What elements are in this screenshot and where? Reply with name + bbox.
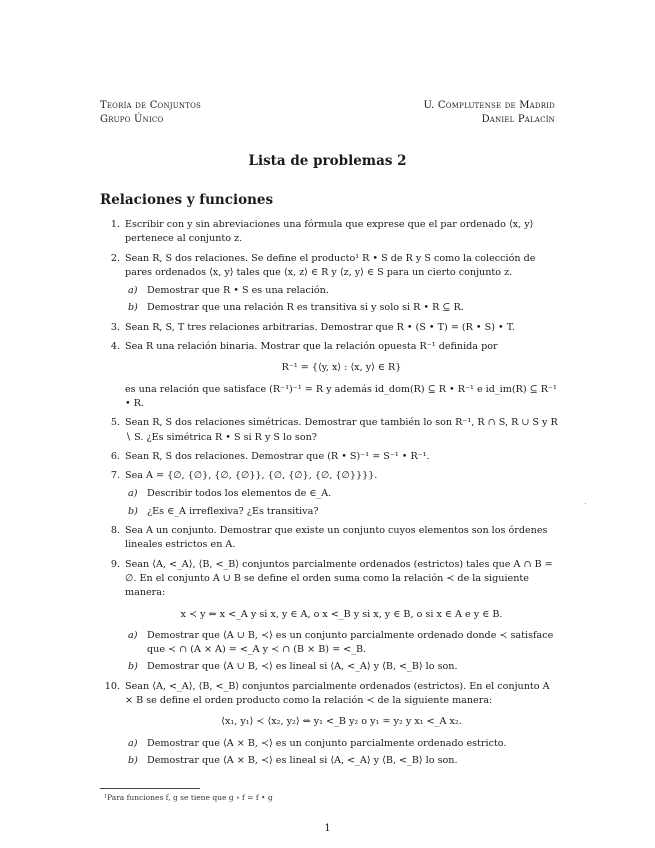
course-name: Teoría de Conjuntos: [100, 100, 202, 111]
problem-text: Sean R, S dos relaciones simétricas. Demostrar que también lo son R⁻¹, R ∩ S, R ∪ S y R ∖ S. ¿Es simétrica R • S si R y S lo son?: [125, 417, 558, 443]
problem-6: [100, 450, 558, 464]
problem-number: 1.: [110, 219, 120, 230]
subproblem-b: [125, 301, 558, 315]
problem-number: 7.: [110, 470, 120, 482]
university-name: U. Complutense de Madrid: [423, 100, 555, 111]
problem-7: [100, 469, 558, 519]
problem-10: [100, 680, 558, 768]
subproblem-label: b): [128, 754, 138, 766]
subproblem-text: Demostrar que ⟨A ∪ B, ≺⟩ es lineal si ⟨A, <_A⟩ y ⟨B, <_B⟩ lo son.: [147, 661, 458, 673]
subproblem-text: ¿Es ∈_A irreflexiva? ¿Es transitiva?: [147, 505, 319, 517]
display-formula: R⁻¹ = {⟨y, x⟩ : ⟨x, y⟩ ∈ R}: [281, 362, 402, 374]
problem-9: [100, 558, 558, 675]
problem-number: 5.: [110, 417, 120, 429]
subproblem-text: Demostrar que ⟨A ∪ B, ≺⟩ es un conjunto parcialmente ordenado donde ≺ satisface que ≺ ∩ (A × A) = <_A y ≺ ∩ (B × B) = <_B.: [147, 629, 554, 656]
problem-number: 2.: [110, 252, 120, 264]
problem-text: Sean ⟨A, <_A⟩, ⟨B, <_B⟩ conjuntos parcialmente ordenados (estrictos) tales que A ∩ B = ∅. En el conjunto A ∪ B se define el orden suma como la relación ≺ de la siguiente manera:: [125, 558, 553, 599]
problem-text-continued: es una relación que satisface (R⁻¹)⁻¹ = R y además id_dom(R) ⊆ R • R⁻¹ e id_im(R) ⊆ R⁻¹ • R.: [125, 383, 557, 409]
subproblem-label: b): [128, 302, 138, 314]
footnote-rule: [100, 788, 200, 789]
problem-1: [100, 218, 558, 247]
page-number: 1: [324, 823, 331, 834]
problem-text: Sean R, S dos relaciones. Demostrar que (R • S)⁻¹ = S⁻¹ • R⁻¹.: [125, 450, 430, 462]
subproblem-b: [125, 754, 558, 768]
subproblem-b: [125, 505, 558, 519]
display-formula: ⟨x₁, y₁⟩ ≺ ⟨x₂, y₂⟩ ⇔ y₁ <_B y₂ o y₁ = y₂ y x₁ <_A x₂.: [221, 716, 462, 728]
scan-speck: [585, 503, 586, 504]
subproblem-label: b): [128, 661, 138, 673]
problem-text: Sea A un conjunto. Demostrar que existe un conjunto cuyos elementos son los órdenes lineales estrictos en A.: [125, 525, 548, 551]
page-title: Lista de problemas 2: [248, 153, 407, 169]
subproblem-text: Demostrar que una relación R es transitiva si y solo si R • R ⊆ R.: [147, 302, 464, 314]
problem-text: Sean R, S, T tres relaciones arbitrarias. Demostrar que R • (S • T) = (R • S) • T.: [125, 321, 515, 333]
subproblem-b: [125, 660, 558, 674]
subproblem-a: [125, 629, 558, 658]
subproblem-text: Describir todos los elementos de ∈_A.: [147, 488, 332, 500]
problem-number: 6.: [110, 450, 120, 462]
display-formula: x ≺ y ⇔ x <_A y si x, y ∈ A, o x <_B y si x, y ∈ B, o si x ∈ A e y ∈ B.: [180, 608, 503, 620]
footnote: ¹Para funciones f, g se tiene que g ∘ f = f • g: [104, 793, 273, 802]
subproblem-a: [125, 487, 558, 501]
subproblem-a: [125, 284, 558, 298]
problem-text: Sea R una relación binaria. Mostrar que la relación opuesta R⁻¹ definida por: [125, 341, 498, 353]
subproblem-text: Demostrar que R • S es una relación.: [147, 285, 329, 297]
problem-4: [100, 340, 558, 411]
subproblem-label: a): [128, 737, 138, 749]
subproblem-label: b): [128, 505, 138, 517]
problem-3: [100, 321, 558, 335]
subproblem-label: a): [128, 488, 138, 500]
header-right: [423, 99, 555, 127]
problem-number: 10.: [104, 680, 120, 692]
problem-number: 4.: [110, 341, 120, 353]
problem-text: Sean R, S dos relaciones. Se define el producto¹ R • S de R y S como la colección de pares ordenados ⟨x, y⟩ tales que ⟨x, z⟩ ∈ R y ⟨z, y⟩ ∈ S para un cierto conjunto z.: [125, 252, 536, 278]
subproblem-text: Demostrar que ⟨A × B, ≺⟩ es un conjunto parcialmente ordenado estricto.: [147, 737, 507, 749]
header-left: [100, 99, 201, 127]
section-heading: Relaciones y funciones: [100, 192, 274, 208]
problem-text: Sea A = {∅, {∅}, {∅, {∅}}, {∅, {∅}, {∅, {∅}}}}.: [125, 470, 378, 482]
author-name: Daniel Palacín: [481, 114, 555, 125]
problem-number: 8.: [110, 525, 120, 537]
problem-2: [100, 252, 558, 316]
problem-list: [100, 218, 558, 773]
subproblem-label: a): [128, 629, 138, 641]
subproblem-a: [125, 737, 558, 751]
subproblem-text: Demostrar que ⟨A × B, ≺⟩ es lineal si ⟨A, <_A⟩ y ⟨B, <_B⟩ lo son.: [147, 754, 458, 766]
problem-8: [100, 524, 558, 553]
problem-number: 9.: [110, 558, 120, 570]
group-name: Grupo Único: [100, 114, 164, 125]
subproblem-label: a): [128, 285, 138, 297]
problem-5: [100, 416, 558, 445]
problem-text: Sean ⟨A, <_A⟩, ⟨B, <_B⟩ conjuntos parcialmente ordenados (estrictos). En el conjunto A × B se define el orden producto como la relación ≺ de la siguiente manera:: [125, 680, 550, 707]
problem-text: Escribir con y sin abreviaciones una fórmula que exprese que el par ordenado ⟨x, y⟩ pertenece al conjunto z.: [125, 219, 534, 245]
problem-number: 3.: [110, 321, 120, 333]
